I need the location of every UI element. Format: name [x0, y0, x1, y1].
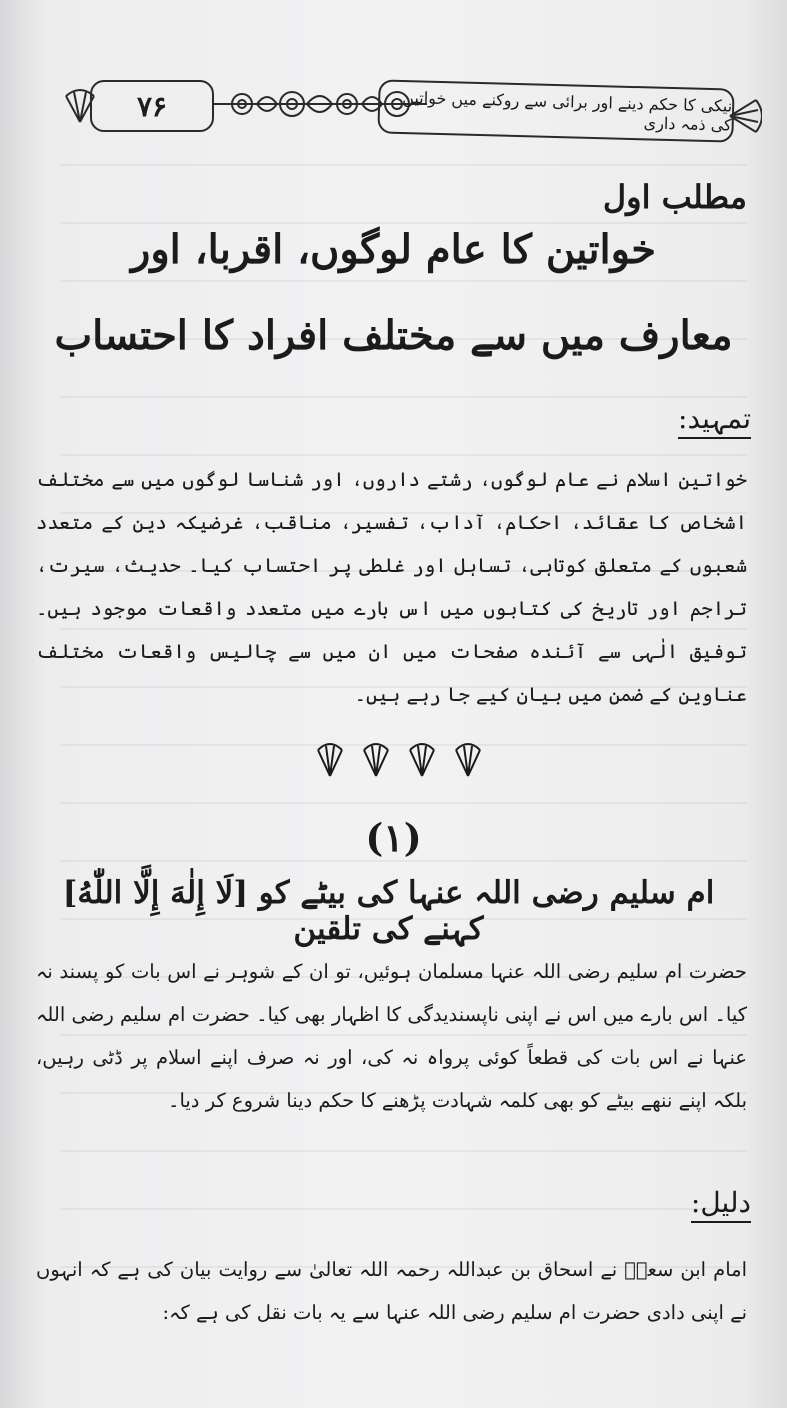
- evidence-paragraph: [36, 1248, 747, 1334]
- evidence-label: دلیل:: [691, 1186, 751, 1223]
- intro-paragraph: [36, 458, 747, 716]
- page-number: ۷۶: [90, 80, 214, 132]
- running-title: نیکی کا حکم دینے اور برائی سے روکنے میں خواتین کی ذمہ داری: [377, 79, 734, 142]
- section-title: ام سلیم رضی اللہ عنہا کی بیٹے کو [لَا إِلٰهَ إِلَّا اللّٰهُ] کہنے کی تلقین: [62, 875, 715, 947]
- page-header: [62, 66, 762, 156]
- section-paragraph: [36, 950, 747, 1122]
- section-tag: مطلب اول: [602, 178, 747, 216]
- intro-text: خواتین اسلام نے عام لوگوں، رشتے داروں، اور شناسا لوگوں میں سے مختلف اشخاص کا عقائد، احکام، آداب، تفسیر، مناقب، غرضیکہ دین کے متعدد شعبوں کے متعلق کوتاہی، تساہل اور غلطی پر احتساب کیا۔ حدیث، سیرت، تراجم اور تاریخ کی کتابوں میں اس بارے میں متعدد واقعات موجود ہیں۔ توفیق الٰہی سے آئندہ صفحات میں ان میں سے چالیس واقعات مختلف عناوین کے ضمن میں بیان کیے جا رہے ہیں۔: [36, 468, 747, 706]
- main-heading-line-1: خواتین کا عام لوگوں، اقربا، اور: [131, 226, 656, 273]
- fan-ornament-icon: [726, 96, 762, 136]
- main-heading-line-2: معارف میں سے مختلف افراد کا احتساب: [54, 312, 733, 359]
- evidence-text: امام ابن سعدؒ نے اسحاق بن عبداللہ رحمہ اللہ تعالیٰ سے روایت بیان کی ہے کہ انہوں نے اپنی دادی حضرت ام سلیم رضی اللہ عنہا سے یہ بات نقل کی ہے کہ:: [36, 1258, 747, 1324]
- divider-ornament-icon: [300, 740, 500, 780]
- intro-label: تمہید:: [678, 402, 751, 439]
- section-number: (۱): [365, 815, 422, 860]
- section-body: حضرت ام سلیم رضی اللہ عنہا مسلمان ہوئیں، تو ان کے شوہر نے اس بات کو پسند نہ کیا۔ اس بارے میں اس نے اپنی ناپسندیدگی کا اظہار بھی کیا۔ حضرت ام سلیم رضی اللہ عنہا نے اس بات کی قطعاً کوئی پرواہ نہ کی، اور نہ صرف اپنے اسلام پر ڈٹی رہیں، بلکہ اپنے ننھے بیٹے کو بھی کلمہ شہادت پڑھنے کا حکم دینا شروع کر دیا۔: [36, 960, 747, 1112]
